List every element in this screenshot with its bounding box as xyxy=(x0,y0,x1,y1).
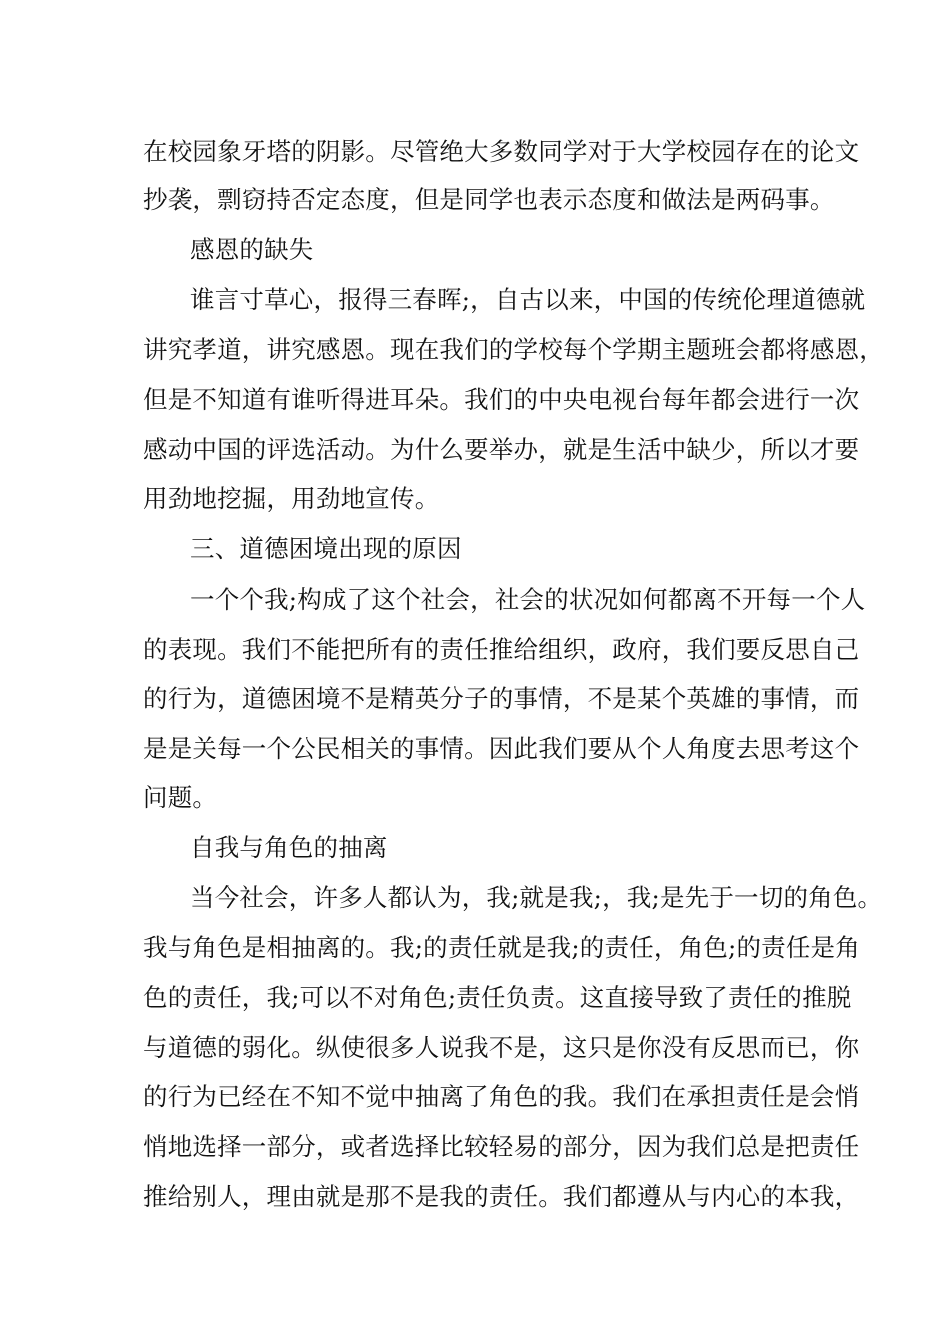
section-heading: 自我与角色的抽离 xyxy=(190,833,388,862)
paragraph-line: 是是关每一个公民相关的事情。因此我们要从个人角度去思考这个 xyxy=(143,734,860,763)
paragraph-line: 悄地选择一部分，或者选择比较轻易的部分，因为我们总是把责任 xyxy=(143,1132,860,1161)
paragraph-line: 但是不知道有谁听得进耳朵。我们的中央电视台每年都会进行一次 xyxy=(143,385,860,414)
paragraph-line: 抄袭，剽窃持否定态度，但是同学也表示态度和做法是两码事。 xyxy=(143,185,835,214)
paragraph-line: 用劲地挖掘，用劲地宣传。 xyxy=(143,484,440,513)
paragraph-line: 感动中国的评选活动。为什么要举办，就是生活中缺少，所以才要 xyxy=(143,435,860,464)
paragraph-line: 的行为已经在不知不觉中抽离了角色的我。我们在承担责任是会悄 xyxy=(143,1082,860,1111)
paragraph-line: 的表现。我们不能把所有的责任推给组织，政府，我们要反思自己 xyxy=(143,635,860,664)
section-heading: 感恩的缺失 xyxy=(190,235,314,264)
paragraph-line: 在校园象牙塔的阴影。尽管绝大多数同学对于大学校园存在的论文 xyxy=(143,137,860,166)
paragraph-line: 推给别人，理由就是那不是我的责任。我们都遵从与内心的本我， xyxy=(143,1182,860,1211)
paragraph-line: 我与角色是相抽离的。我;的责任就是我;的责任，角色;的责任是角 xyxy=(143,933,860,962)
paragraph-line: 一个个我;构成了这个社会，社会的状况如何都离不开每一个人 xyxy=(190,585,866,614)
paragraph-line: 色的责任，我;可以不对角色;责任负责。这直接导致了责任的推脱 xyxy=(143,983,852,1012)
paragraph-line: 当今社会，许多人都认为，我;就是我;，我;是先于一切的角色。 xyxy=(190,883,883,912)
paragraph-line: 讲究孝道，讲究感恩。现在我们的学校每个学期主题班会都将感恩， xyxy=(143,335,884,364)
section-heading: 三、道德困境出现的原因 xyxy=(190,534,462,563)
paragraph-line: 的行为，道德困境不是精英分子的事情，不是某个英雄的事情，而 xyxy=(143,684,860,713)
paragraph-line: 谁言寸草心，报得三春晖;，自古以来，中国的传统伦理道德就 xyxy=(190,285,866,314)
paragraph-line: 与道德的弱化。纵使很多人说我不是，这只是你没有反思而已，你 xyxy=(143,1033,860,1062)
paragraph-line: 问题。 xyxy=(143,783,218,812)
